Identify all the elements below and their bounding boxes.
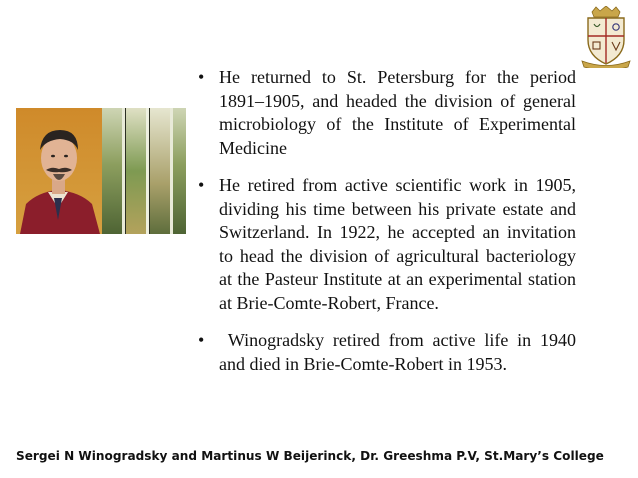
bullet-text: He retired from active scientific work in 1905, dividing his time between his private estate and Switzerland. In 1922, he accepted an invitation to head the division of agricultural bacteriology at the Pasteur Institute at an experimental station at Brie-Comte-Robert, France. bbox=[219, 175, 576, 313]
bullet-item bbox=[196, 329, 581, 376]
bullet-symbol: • bbox=[198, 330, 205, 350]
bullet-item bbox=[196, 174, 576, 315]
winogradsky-portrait-photo bbox=[16, 108, 186, 234]
bullet-symbol: • bbox=[198, 67, 205, 87]
college-crest-icon bbox=[580, 6, 632, 68]
bullet-text: He returned to St. Petersburg for the period 1891–1905, and headed the division of general microbiology of the Institute of Experimental Medicine bbox=[219, 67, 576, 158]
bullet-symbol: • bbox=[198, 175, 205, 195]
bullet-item bbox=[196, 66, 576, 160]
slide-footer: Sergei N Winogradsky and Martinus W Beijerinck, Dr. Greeshma P.V, St.Mary’s College bbox=[16, 449, 604, 463]
bullet-text: Winogradsky retired from active life in 1940 and died in Brie-Comte-Robert in 1953. bbox=[219, 330, 581, 374]
bullet-list bbox=[196, 66, 581, 376]
